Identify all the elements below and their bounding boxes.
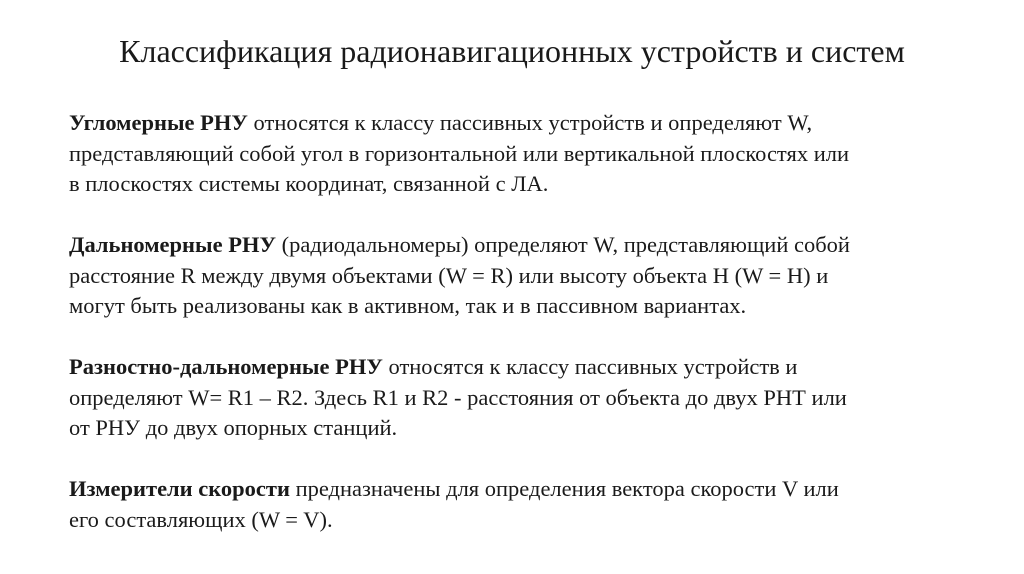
paragraph-range-measuring: [69, 230, 969, 322]
text-line: могут быть реализованы как в активном, так и в пассивном вариантах.: [69, 293, 747, 318]
term-angle-measuring: Угломерные РНУ: [69, 110, 248, 135]
term-velocity-meters: Измерители скорости: [69, 476, 290, 501]
slide-content: [69, 108, 969, 535]
text-line: расстояние R между двумя объектами (W = R) или высоту объекта H (W = H) и: [69, 262, 829, 288]
paragraph-difference-range: [69, 352, 969, 444]
text-line: (радиодальномеры) определяют W, представляющий собой: [275, 232, 850, 257]
term-range-measuring: Дальномерные РНУ: [69, 232, 276, 257]
text-line: определяют W= R1 – R2. Здесь R1 и R2 - расстояния от объекта до двух РНТ или: [69, 384, 847, 410]
text-line: предназначены для определения вектора скорости V или: [289, 476, 839, 501]
text-line: представляющий собой угол в горизонтальной или вертикальной плоскостях или: [69, 140, 850, 166]
text-line: относятся к классу пассивных устройств и определяют W,: [247, 110, 813, 135]
text-line: относятся к классу пассивных устройств и: [382, 354, 798, 379]
slide-title: Классификация радионавигационных устройств и систем: [119, 33, 905, 69]
paragraph-velocity-meters: [69, 474, 969, 535]
paragraph-angle-measuring: [69, 108, 969, 200]
text-line: в плоскостях системы координат, связанной с ЛА.: [69, 171, 549, 196]
text-line: от РНУ до двух опорных станций.: [69, 415, 398, 440]
term-difference-range: Разностно-дальномерные РНУ: [69, 354, 383, 379]
text-line: его составляющих (W = V).: [69, 506, 333, 532]
